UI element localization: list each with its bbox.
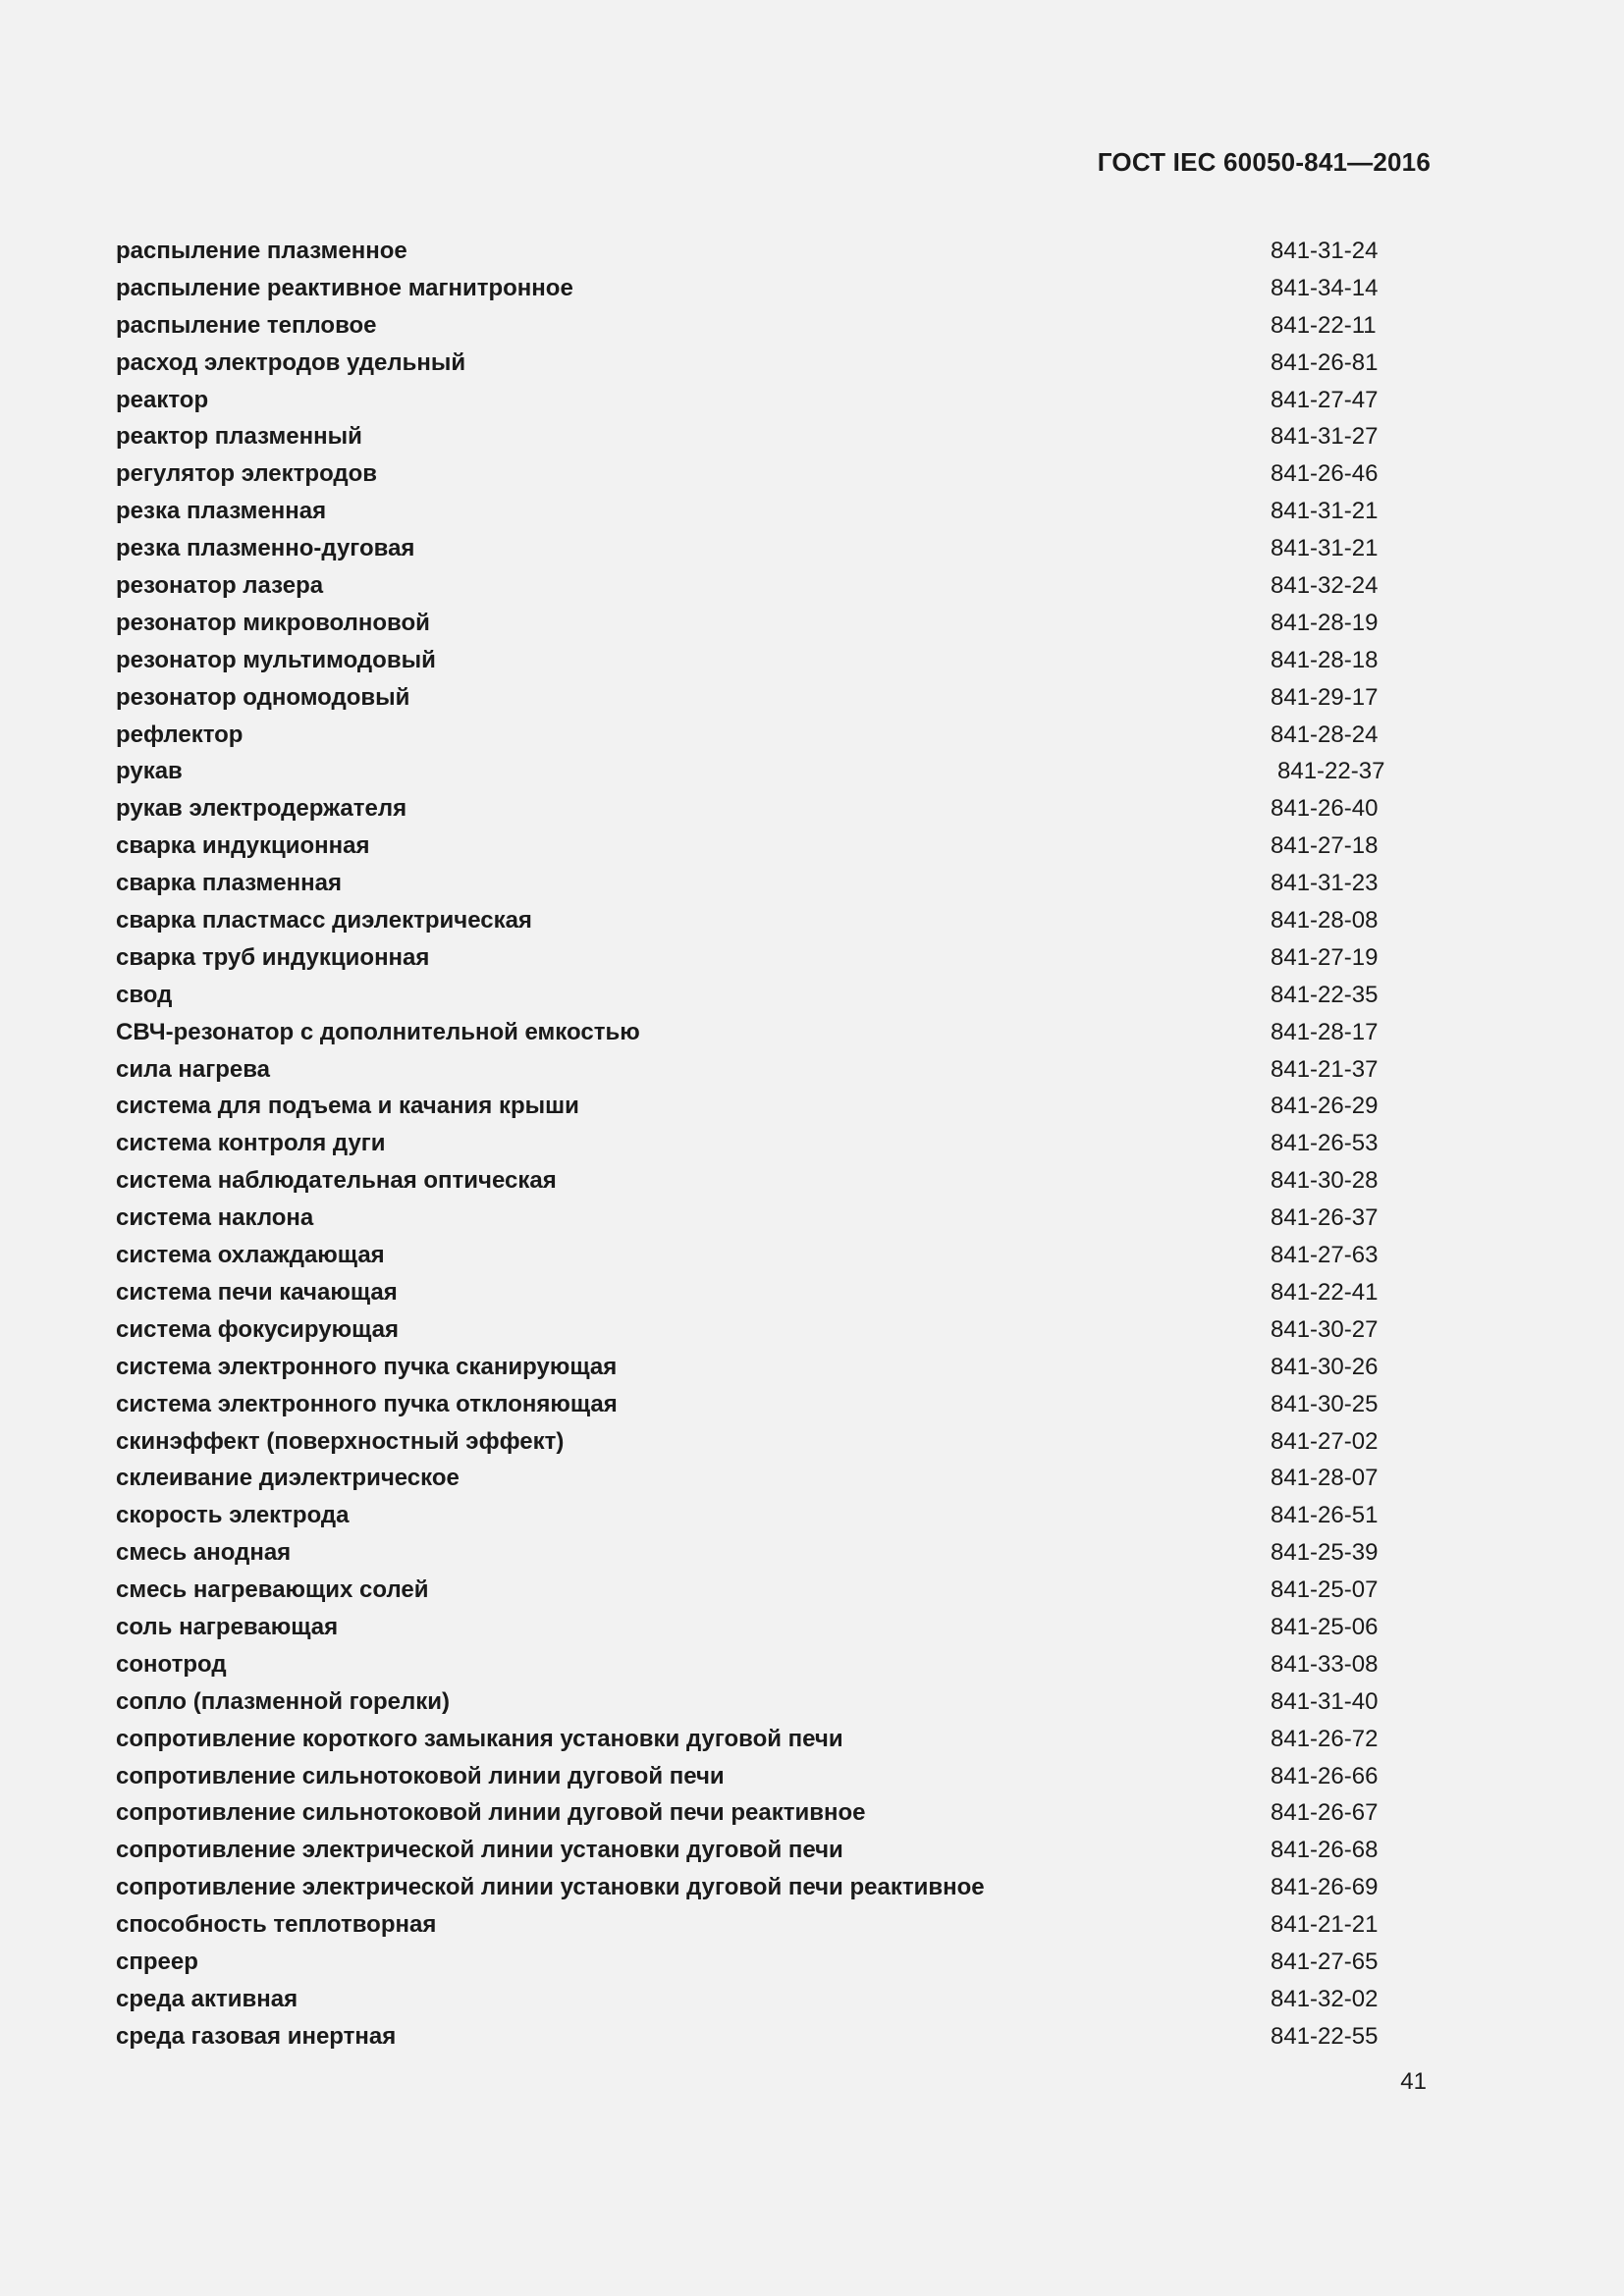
entry-term: рукав xyxy=(116,758,183,785)
index-entry xyxy=(116,1981,1392,2018)
entry-term: сопло (плазменной горелки) xyxy=(116,1687,450,1715)
entry-code: 841-30-26 xyxy=(1271,1353,1379,1380)
entry-code: 841-21-37 xyxy=(1271,1055,1379,1083)
entry-code: 841-26-37 xyxy=(1271,1204,1379,1232)
entry-code: 841-25-06 xyxy=(1271,1613,1379,1640)
index-entry xyxy=(116,1497,1392,1534)
index-entry xyxy=(116,567,1392,605)
entry-code: 841-27-47 xyxy=(1271,386,1379,413)
entry-term: сопротивление электрической линии установки дуговой печи реактивное xyxy=(116,1874,985,1901)
entry-term: резонатор лазера xyxy=(116,572,324,600)
entry-term: соль нагревающая xyxy=(116,1613,339,1640)
entry-term: смесь анодная xyxy=(116,1539,292,1567)
entry-code: 841-34-14 xyxy=(1271,274,1379,301)
entry-code: 841-28-18 xyxy=(1271,646,1379,673)
entry-term: система фокусирующая xyxy=(116,1315,399,1343)
document-header: ГОСТ IEC 60050-841—2016 xyxy=(1097,147,1431,177)
index-entry xyxy=(116,679,1392,717)
entry-code: 841-30-28 xyxy=(1271,1167,1379,1195)
entry-code: 841-27-18 xyxy=(1271,832,1379,860)
entry-code: 841-26-69 xyxy=(1271,1874,1379,1901)
entry-code: 841-26-40 xyxy=(1271,795,1379,823)
entry-term: способность теплотворная xyxy=(116,1911,437,1939)
entry-term: система охлаждающая xyxy=(116,1242,385,1269)
entry-code: 841-31-23 xyxy=(1271,870,1379,897)
entry-term: распыление реактивное магнитронное xyxy=(116,274,573,301)
index-entry xyxy=(116,1460,1392,1497)
entry-term: расход электродов удельный xyxy=(116,348,466,376)
entry-term: система печи качающая xyxy=(116,1278,398,1306)
entry-term: среда газовая инертная xyxy=(116,2022,397,2050)
entry-code: 841-31-24 xyxy=(1271,238,1379,264)
entry-term: резонатор микроволновой xyxy=(116,609,430,636)
entry-term: СВЧ-резонатор с дополнительной емкостью xyxy=(116,1018,640,1045)
entry-term: резонатор одномодовый xyxy=(116,683,410,711)
index-entry xyxy=(116,717,1392,754)
entry-code: 841-22-37 xyxy=(1277,758,1385,785)
entry-term: система контроля дуги xyxy=(116,1130,386,1157)
index-entry xyxy=(116,1646,1392,1683)
entry-code: 841-30-27 xyxy=(1271,1315,1379,1343)
index-entry xyxy=(116,270,1392,307)
index-entry xyxy=(116,1386,1392,1423)
entry-code: 841-28-17 xyxy=(1271,1018,1379,1045)
index-entry xyxy=(116,1088,1392,1125)
entry-term: сварка индукционная xyxy=(116,832,370,860)
entry-term: свод xyxy=(116,981,173,1008)
entry-term: сварка пластмасс диэлектрическая xyxy=(116,907,532,934)
index-entry xyxy=(116,418,1392,455)
entry-term: сварка труб индукционная xyxy=(116,943,430,971)
index-entry xyxy=(116,790,1392,828)
entry-code: 841-33-08 xyxy=(1271,1650,1379,1678)
index-entry xyxy=(116,1200,1392,1237)
entry-code: 841-22-35 xyxy=(1271,981,1379,1008)
index-entry xyxy=(116,455,1392,493)
entry-term: спреер xyxy=(116,1948,198,1975)
entry-term: резонатор мультимодовый xyxy=(116,646,436,673)
index-entry xyxy=(116,1125,1392,1162)
entry-code: 841-26-53 xyxy=(1271,1130,1379,1157)
index-entry xyxy=(116,642,1392,679)
index-entry xyxy=(116,493,1392,530)
entry-code: 841-30-25 xyxy=(1271,1390,1379,1417)
entry-code: 841-31-27 xyxy=(1271,423,1379,451)
index-entry xyxy=(116,753,1392,790)
index-entry xyxy=(116,865,1392,902)
entry-code: 841-26-29 xyxy=(1271,1093,1379,1120)
index-entry xyxy=(116,233,1392,270)
index-entry xyxy=(116,1609,1392,1646)
index-entry xyxy=(116,1349,1392,1386)
entry-code: 841-32-24 xyxy=(1271,572,1379,600)
entry-term: скорость электрода xyxy=(116,1502,350,1529)
index-entry xyxy=(116,1906,1392,1944)
entry-term: среда активная xyxy=(116,1985,298,2012)
index-entry xyxy=(116,345,1392,382)
index-entry xyxy=(116,605,1392,642)
entry-term: резка плазменная xyxy=(116,498,327,525)
entry-term: склеивание диэлектрическое xyxy=(116,1465,460,1492)
entry-code: 841-26-81 xyxy=(1271,348,1379,376)
entry-term: регулятор электродов xyxy=(116,460,378,488)
entry-term: резка плазменно-дуговая xyxy=(116,535,415,562)
entry-code: 841-25-39 xyxy=(1271,1539,1379,1567)
index-entry xyxy=(116,382,1392,419)
index-entry xyxy=(116,1758,1392,1795)
entry-code: 841-27-65 xyxy=(1271,1948,1379,1975)
entry-term: система наклона xyxy=(116,1204,314,1232)
index-entry xyxy=(116,828,1392,865)
entry-code: 841-28-07 xyxy=(1271,1465,1379,1492)
entry-code: 841-26-72 xyxy=(1271,1725,1379,1752)
index-entry xyxy=(116,1572,1392,1609)
entry-term: система электронного пучка отклоняющая xyxy=(116,1390,618,1417)
entry-code: 841-22-55 xyxy=(1271,2022,1379,2050)
index-entry xyxy=(116,1794,1392,1832)
index-entry xyxy=(116,902,1392,939)
index-entry xyxy=(116,1014,1392,1051)
entry-code: 841-22-41 xyxy=(1271,1278,1379,1306)
entry-term: сопротивление сильнотоковой линии дуговой печи реактивное xyxy=(116,1799,866,1827)
index-entry xyxy=(116,977,1392,1014)
entry-term: сопротивление короткого замыкания установки дуговой печи xyxy=(116,1725,843,1752)
entry-code: 841-26-68 xyxy=(1271,1837,1379,1864)
entry-term: сопротивление электрической линии установки дуговой печи xyxy=(116,1837,843,1864)
entry-term: сварка плазменная xyxy=(116,870,342,897)
index-entry xyxy=(116,1721,1392,1758)
index-entry xyxy=(116,1162,1392,1200)
index-entry xyxy=(116,2018,1392,2056)
index-entry xyxy=(116,530,1392,567)
entry-term: система для подъема и качания крыши xyxy=(116,1093,579,1120)
index-entry xyxy=(116,1944,1392,1981)
entry-term: реактор плазменный xyxy=(116,423,362,451)
entry-term: распыление плазменное xyxy=(116,238,407,264)
entry-term: реактор xyxy=(116,386,209,413)
entry-code: 841-29-17 xyxy=(1271,683,1379,711)
index-entry xyxy=(116,1311,1392,1349)
entry-code: 841-27-02 xyxy=(1271,1427,1379,1455)
index-entry xyxy=(116,1051,1392,1089)
index-entry xyxy=(116,307,1392,345)
entry-code: 841-27-19 xyxy=(1271,943,1379,971)
entry-code: 841-27-63 xyxy=(1271,1242,1379,1269)
entry-term: рукав электродержателя xyxy=(116,795,407,823)
index-entry xyxy=(116,1832,1392,1869)
entry-term: скинэффект (поверхностный эффект) xyxy=(116,1427,565,1455)
index-entry xyxy=(116,1534,1392,1572)
entry-code: 841-21-21 xyxy=(1271,1911,1379,1939)
index-entry xyxy=(116,1683,1392,1721)
entry-term: сопротивление сильнотоковой линии дуговой печи xyxy=(116,1762,725,1789)
entry-term: распыление тепловое xyxy=(116,311,377,339)
entry-code: 841-26-67 xyxy=(1271,1799,1379,1827)
index-entry xyxy=(116,939,1392,977)
entry-code: 841-26-46 xyxy=(1271,460,1379,488)
entry-term: смесь нагревающих солей xyxy=(116,1576,429,1604)
entry-code: 841-26-66 xyxy=(1271,1762,1379,1789)
entry-code: 841-28-08 xyxy=(1271,907,1379,934)
index-entry xyxy=(116,1274,1392,1311)
entry-code: 841-26-51 xyxy=(1271,1502,1379,1529)
entry-code: 841-31-21 xyxy=(1271,535,1379,562)
entry-code: 841-32-02 xyxy=(1271,1985,1379,2012)
entry-code: 841-28-24 xyxy=(1271,721,1379,748)
term-index-list xyxy=(116,233,1392,2056)
entry-code: 841-25-07 xyxy=(1271,1576,1379,1604)
entry-term: система электронного пучка сканирующая xyxy=(116,1353,618,1380)
entry-term: сонотрод xyxy=(116,1650,227,1678)
entry-term: рефлектор xyxy=(116,721,244,748)
entry-term: система наблюдательная оптическая xyxy=(116,1167,557,1195)
index-entry xyxy=(116,1237,1392,1274)
entry-code: 841-22-11 xyxy=(1271,311,1377,339)
page-number: 41 xyxy=(1400,2068,1427,2095)
entry-code: 841-28-19 xyxy=(1271,609,1379,636)
entry-code: 841-31-40 xyxy=(1271,1687,1379,1715)
entry-term: сила нагрева xyxy=(116,1055,270,1083)
index-entry xyxy=(116,1423,1392,1461)
index-entry xyxy=(116,1869,1392,1906)
entry-code: 841-31-21 xyxy=(1271,498,1379,525)
